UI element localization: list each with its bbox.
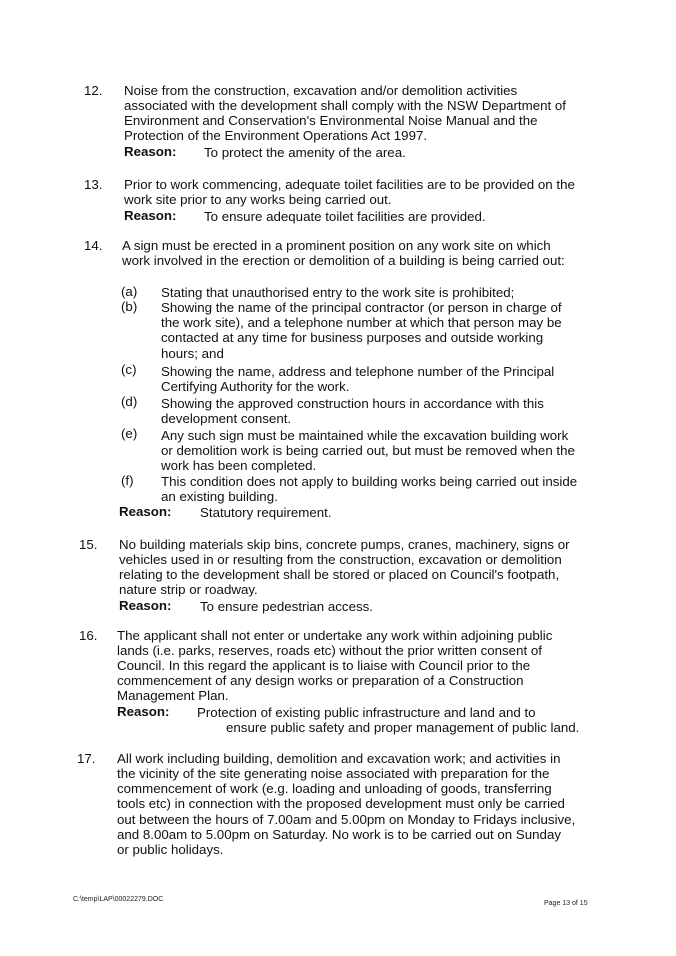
reason-label: Reason: [124, 144, 177, 159]
condition-text-line: and 8.00am to 5.00pm on Saturday. No work is to be carried out on Sunday [117, 827, 561, 842]
reason-label: Reason: [119, 598, 172, 613]
subitem-text-line: This condition does not apply to building works being carried out inside [161, 474, 578, 489]
subitem-text-line: Showing the name, address and telephone number of the Principal [161, 364, 555, 379]
condition-text-line: lands (i.e. parks, reserves, roads etc) without the prior written consent of [117, 643, 542, 658]
subitem-text-line: Showing the name of the principal contractor (or person in charge of [161, 300, 562, 315]
subitem-label: (c) [121, 362, 137, 377]
condition-number: 13. [84, 177, 103, 192]
condition-text-line: Noise from the construction, excavation and/or demolition activities [124, 83, 518, 98]
condition-text-line: associated with the development shall comply with the NSW Department of [124, 98, 566, 113]
condition-text-line: Prior to work commencing, adequate toilet facilities are to be provided on the [124, 177, 575, 192]
condition-text-line: the vicinity of the site generating noise associated with preparation for the [117, 766, 550, 781]
reason-label: Reason: [124, 208, 177, 223]
condition-text-line: out between the hours of 7.00am and 5.00pm on Monday to Fridays inclusive, [117, 812, 576, 827]
subitem-label: (f) [121, 473, 134, 488]
subitem-text-line: contacted at any time for business purposes and outside working [161, 330, 544, 345]
subitem-text-line: Any such sign must be maintained while the excavation building work [161, 428, 569, 443]
subitem-text-line: work has been completed. [161, 458, 317, 473]
condition-text-line: commencement of any design works or preparation of a Construction [117, 673, 524, 688]
condition-text-line: Management Plan. [117, 688, 229, 703]
reason-text: ensure public safety and proper management of public land. [226, 720, 580, 735]
condition-text-line: A sign must be erected in a prominent position on any work site on which [122, 238, 551, 253]
reason-text: Protection of existing public infrastructure and land and to [197, 705, 536, 720]
condition-number: 15. [79, 537, 98, 552]
reason-label: Reason: [117, 704, 170, 719]
condition-text-line: work site prior to any works being carried out. [124, 192, 392, 207]
condition-number: 12. [84, 83, 103, 98]
subitem-label: (b) [121, 299, 138, 314]
reason-text: Statutory requirement. [200, 505, 332, 520]
subitem-text-line: Stating that unauthorised entry to the work site is prohibited; [161, 285, 515, 300]
condition-text-line: Environment and Conservation's Environmental Noise Manual and the [124, 113, 538, 128]
condition-text-line: Council. In this regard the applicant is to liaise with Council prior to the [117, 658, 531, 673]
reason-text: To ensure pedestrian access. [200, 599, 373, 614]
footer-page-number: Page 13 of 15 [544, 900, 588, 907]
subitem-text-line: Showing the approved construction hours in accordance with this [161, 396, 544, 411]
subitem-label: (d) [121, 394, 138, 409]
condition-text-line: The applicant shall not enter or undertake any work within adjoining public [117, 628, 553, 643]
subitem-label: (a) [121, 284, 138, 299]
condition-text-line: relating to the development shall be stored or placed on Council's footpath, [119, 567, 560, 582]
reason-text: To ensure adequate toilet facilities are provided. [204, 209, 486, 224]
condition-number: 16. [79, 628, 98, 643]
reason-label: Reason: [119, 504, 172, 519]
reason-text: To protect the amenity of the area. [204, 145, 406, 160]
subitem-label: (e) [121, 426, 138, 441]
condition-text-line: nature strip or roadway. [119, 582, 258, 597]
condition-text-line: No building materials skip bins, concrete pumps, cranes, machinery, signs or [119, 537, 570, 552]
condition-text-line: All work including building, demolition and excavation work; and activities in [117, 751, 561, 766]
footer-file-path: C:\temp\LAP\00022279.DOC [73, 896, 164, 903]
subitem-text-line: hours; and [161, 346, 224, 361]
subitem-text-line: an existing building. [161, 489, 278, 504]
condition-text-line: or public holidays. [117, 842, 224, 857]
condition-number: 14. [84, 238, 103, 253]
condition-text-line: tools etc) in connection with the proposed development must only be carried [117, 796, 565, 811]
condition-text-line: commencement of work (e.g. loading and unloading of goods, transferring [117, 781, 552, 796]
condition-number: 17. [77, 751, 96, 766]
condition-text-line: work involved in the erection or demolition of a building is being carried out: [122, 253, 565, 268]
subitem-text-line: the work site), and a telephone number at which that person may be [161, 315, 562, 330]
subitem-text-line: or demolition work is being carried out, but must be removed when the [161, 443, 575, 458]
condition-text-line: vehicles used in or resulting from the construction, excavation or demolition [119, 552, 562, 567]
subitem-text-line: Certifying Authority for the work. [161, 379, 350, 394]
condition-text-line: Protection of the Environment Operations Act 1997. [124, 128, 428, 143]
subitem-text-line: development consent. [161, 411, 292, 426]
